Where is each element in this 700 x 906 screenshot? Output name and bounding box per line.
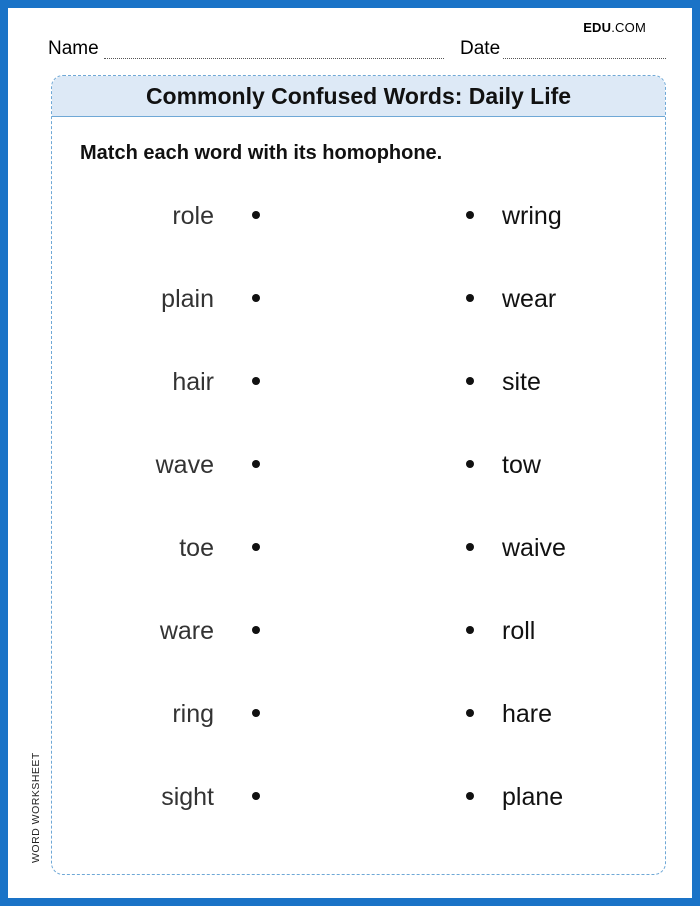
left-word: plain [161,285,214,313]
left-bullet[interactable] [252,709,260,717]
right-word: hare [502,700,553,728]
right-bullet[interactable] [466,543,474,551]
match-row [52,443,664,483]
right-bullet[interactable] [466,377,474,385]
name-label: Name [48,38,99,59]
name-line[interactable] [104,58,444,59]
brand-logo: EDU.COM [583,20,646,35]
right-bullet[interactable] [466,626,474,634]
left-word: ware [159,617,214,645]
match-row [52,194,664,234]
left-word: hair [172,368,214,396]
right-word: roll [502,617,536,645]
left-word: role [172,202,214,230]
right-word: waive [502,534,566,562]
right-bullet[interactable] [466,792,474,800]
match-row [52,526,664,566]
right-word: plane [502,783,564,811]
right-word: wear [502,285,557,313]
left-word: ring [172,700,214,728]
right-bullet[interactable] [466,709,474,717]
match-row [52,277,664,317]
match-row [52,775,664,815]
left-word: toe [179,534,214,562]
date-label: Date [460,38,501,59]
left-word: sight [161,783,214,811]
side-label: WORD WORKSHEET [30,752,42,863]
panel-header [52,76,665,117]
right-word: tow [502,451,541,479]
match-row [52,360,664,400]
right-word: site [502,368,541,396]
left-bullet[interactable] [252,211,260,219]
right-bullet[interactable] [466,460,474,468]
left-bullet[interactable] [252,377,260,385]
right-word: wring [502,202,562,230]
date-line[interactable] [503,58,666,59]
match-row [52,609,664,649]
exercise-panel [51,75,666,875]
instruction-text: Match each word with its homophone. [80,142,443,164]
worksheet-title: Commonly Confused Words: Daily Life [145,82,572,109]
left-bullet[interactable] [252,543,260,551]
match-row [52,692,664,732]
left-bullet[interactable] [252,792,260,800]
right-bullet[interactable] [466,211,474,219]
right-bullet[interactable] [466,294,474,302]
left-bullet[interactable] [252,626,260,634]
left-bullet[interactable] [252,460,260,468]
name-date-row [48,38,666,62]
left-bullet[interactable] [252,294,260,302]
left-word: wave [155,451,214,479]
